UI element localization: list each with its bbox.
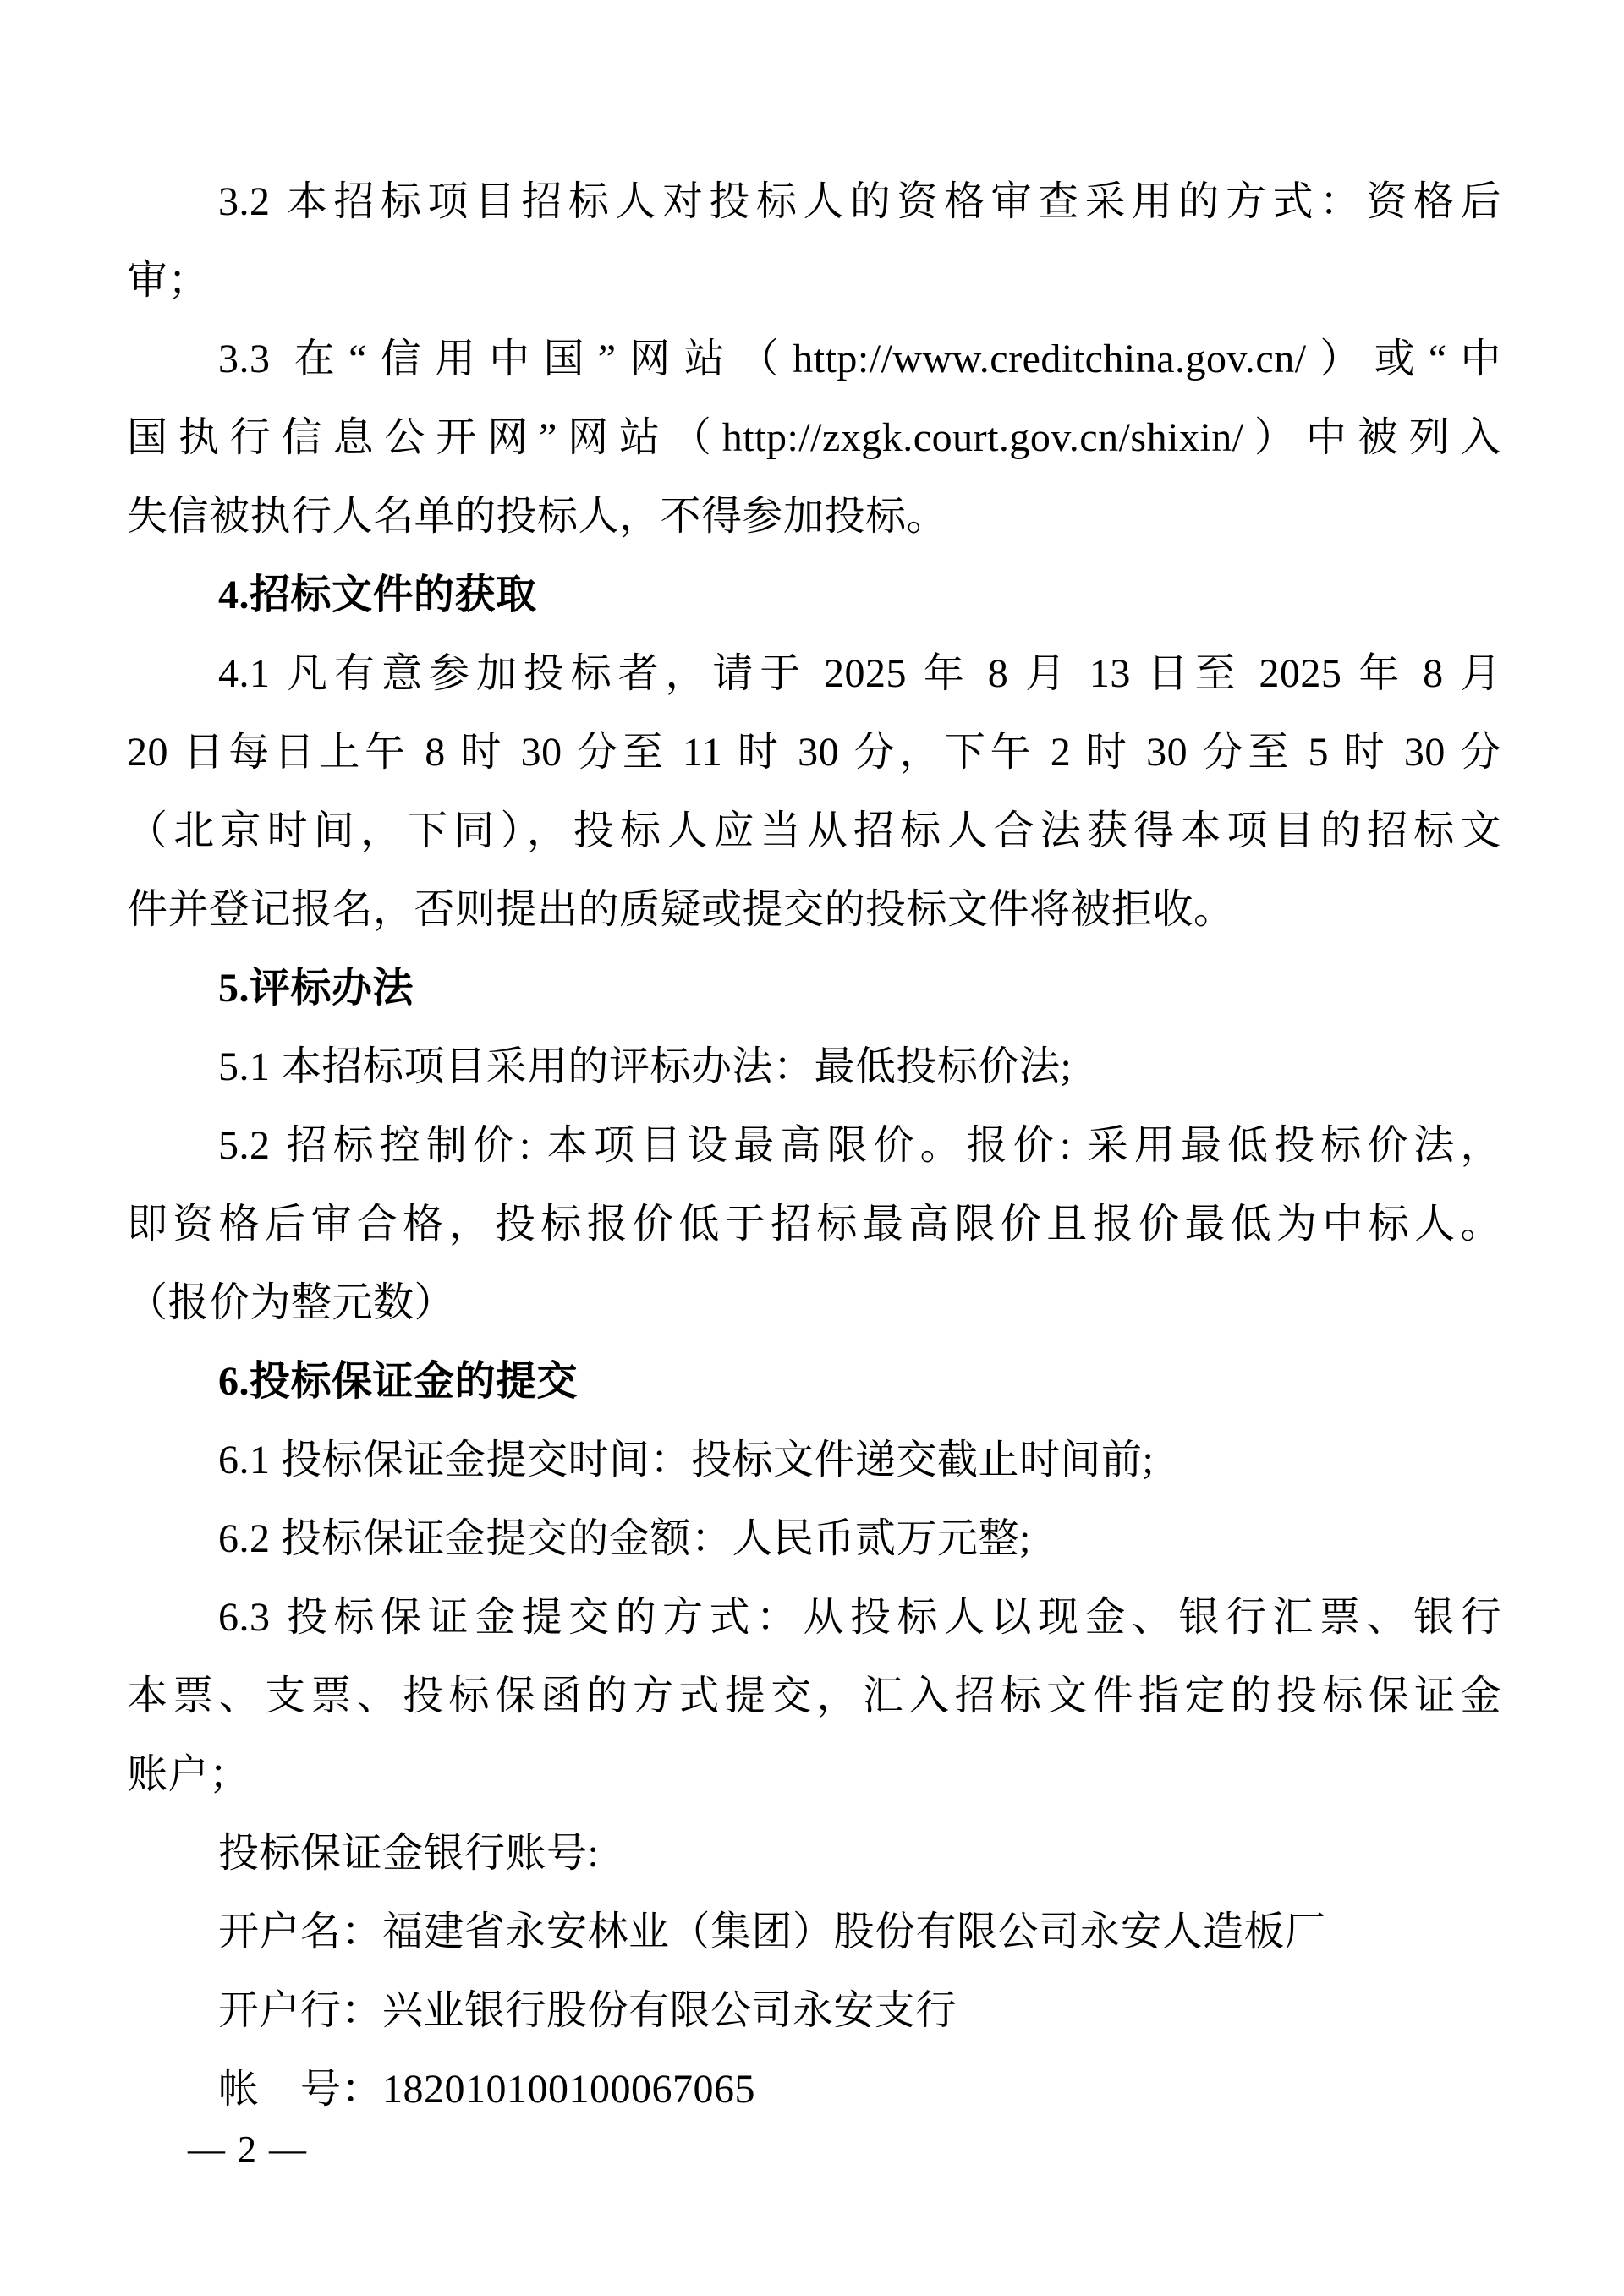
document-line: 帐 号：182010100100067065 [218, 2067, 756, 2112]
document-line: 国执行信息公开网”网站（http://zxgk.court.gov.cn/shixin/）中被列入 [127, 415, 1501, 460]
document-line: 开户行：兴业银行股份有限公司永安支行 [218, 1988, 957, 2033]
paragraph [127, 1421, 1501, 1499]
paragraph [127, 1106, 1501, 1342]
paragraph [127, 1578, 1501, 1814]
document-line: 5.2 招标控制价: 本项目设最高限价。报价: 采用最低投标价法， [218, 1123, 1501, 1168]
document-line: 4.招标文件的获取 [218, 573, 537, 617]
document-line: 5.评标办法 [218, 966, 414, 1011]
document-line: 失信被执行人名单的投标人，不得参加投标。 [127, 494, 948, 539]
document-line: 5.1 本招标项目采用的评标办法：最低投标价法; [218, 1044, 1073, 1089]
paragraph [127, 1499, 1501, 1578]
paragraph [127, 556, 1501, 634]
paragraph [127, 949, 1501, 1027]
document-line: 开户名：福建省永安林业（集团）股份有限公司永安人造板厂 [218, 1910, 1326, 1954]
document-line: 3.3 在“信用中国”网站（http://www.creditchina.gov.cn/）或“中 [218, 337, 1501, 381]
paragraph [127, 634, 1501, 949]
paragraph [127, 1971, 1501, 2050]
document-line: 3.2 本招标项目招标人对投标人的资格审查采用的方式：资格后 [218, 179, 1501, 224]
document-line: （报价为整元数） [127, 1280, 456, 1325]
paragraph [127, 1814, 1501, 1893]
paragraph [127, 320, 1501, 556]
document-line: 件并登记报名，否则提出的质疑或提交的投标文件将被拒收。 [127, 887, 1235, 932]
paragraph [127, 1027, 1501, 1106]
document-line: 投标保证金银行账号: [218, 1831, 600, 1876]
document-line: 本票、支票、投标保函的方式提交，汇入招标文件指定的投标保证金 [127, 1674, 1501, 1718]
document-line: 20 日每日上午 8 时 30 分至 11 时 30 分，下午 2 时 30 分至 5 时 30 分 [127, 730, 1501, 775]
paragraph [127, 1342, 1501, 1421]
document-line: （北京时间，下同），投标人应当从招标人合法获得本项目的招标文 [127, 808, 1501, 853]
paragraph [127, 1893, 1501, 1971]
paragraph [127, 162, 1501, 320]
document-line: 审； [127, 258, 210, 303]
document-line: 即资格后审合格，投标报价低于招标最高限价且报价最低为中标人。 [127, 1202, 1501, 1247]
document-line: 6.1 投标保证金提交时间：投标文件递交截止时间前; [218, 1438, 1155, 1482]
document-line: 6.投标保证金的提交 [218, 1359, 579, 1404]
document-line: 6.3 投标保证金提交的方式：从投标人以现金、银行汇票、银行 [218, 1595, 1501, 1640]
document-line: 账户； [127, 1752, 250, 1797]
paragraph [127, 2050, 1501, 2129]
page-number: — 2 — [188, 2129, 308, 2170]
document-line: 4.1 凡有意参加投标者，请于 2025 年 8 月 13 日至 2025 年 8 月 [218, 651, 1501, 696]
document-body [127, 162, 1501, 2129]
document-line: 6.2 投标保证金提交的金额：人民币贰万元整; [218, 1516, 1031, 1561]
